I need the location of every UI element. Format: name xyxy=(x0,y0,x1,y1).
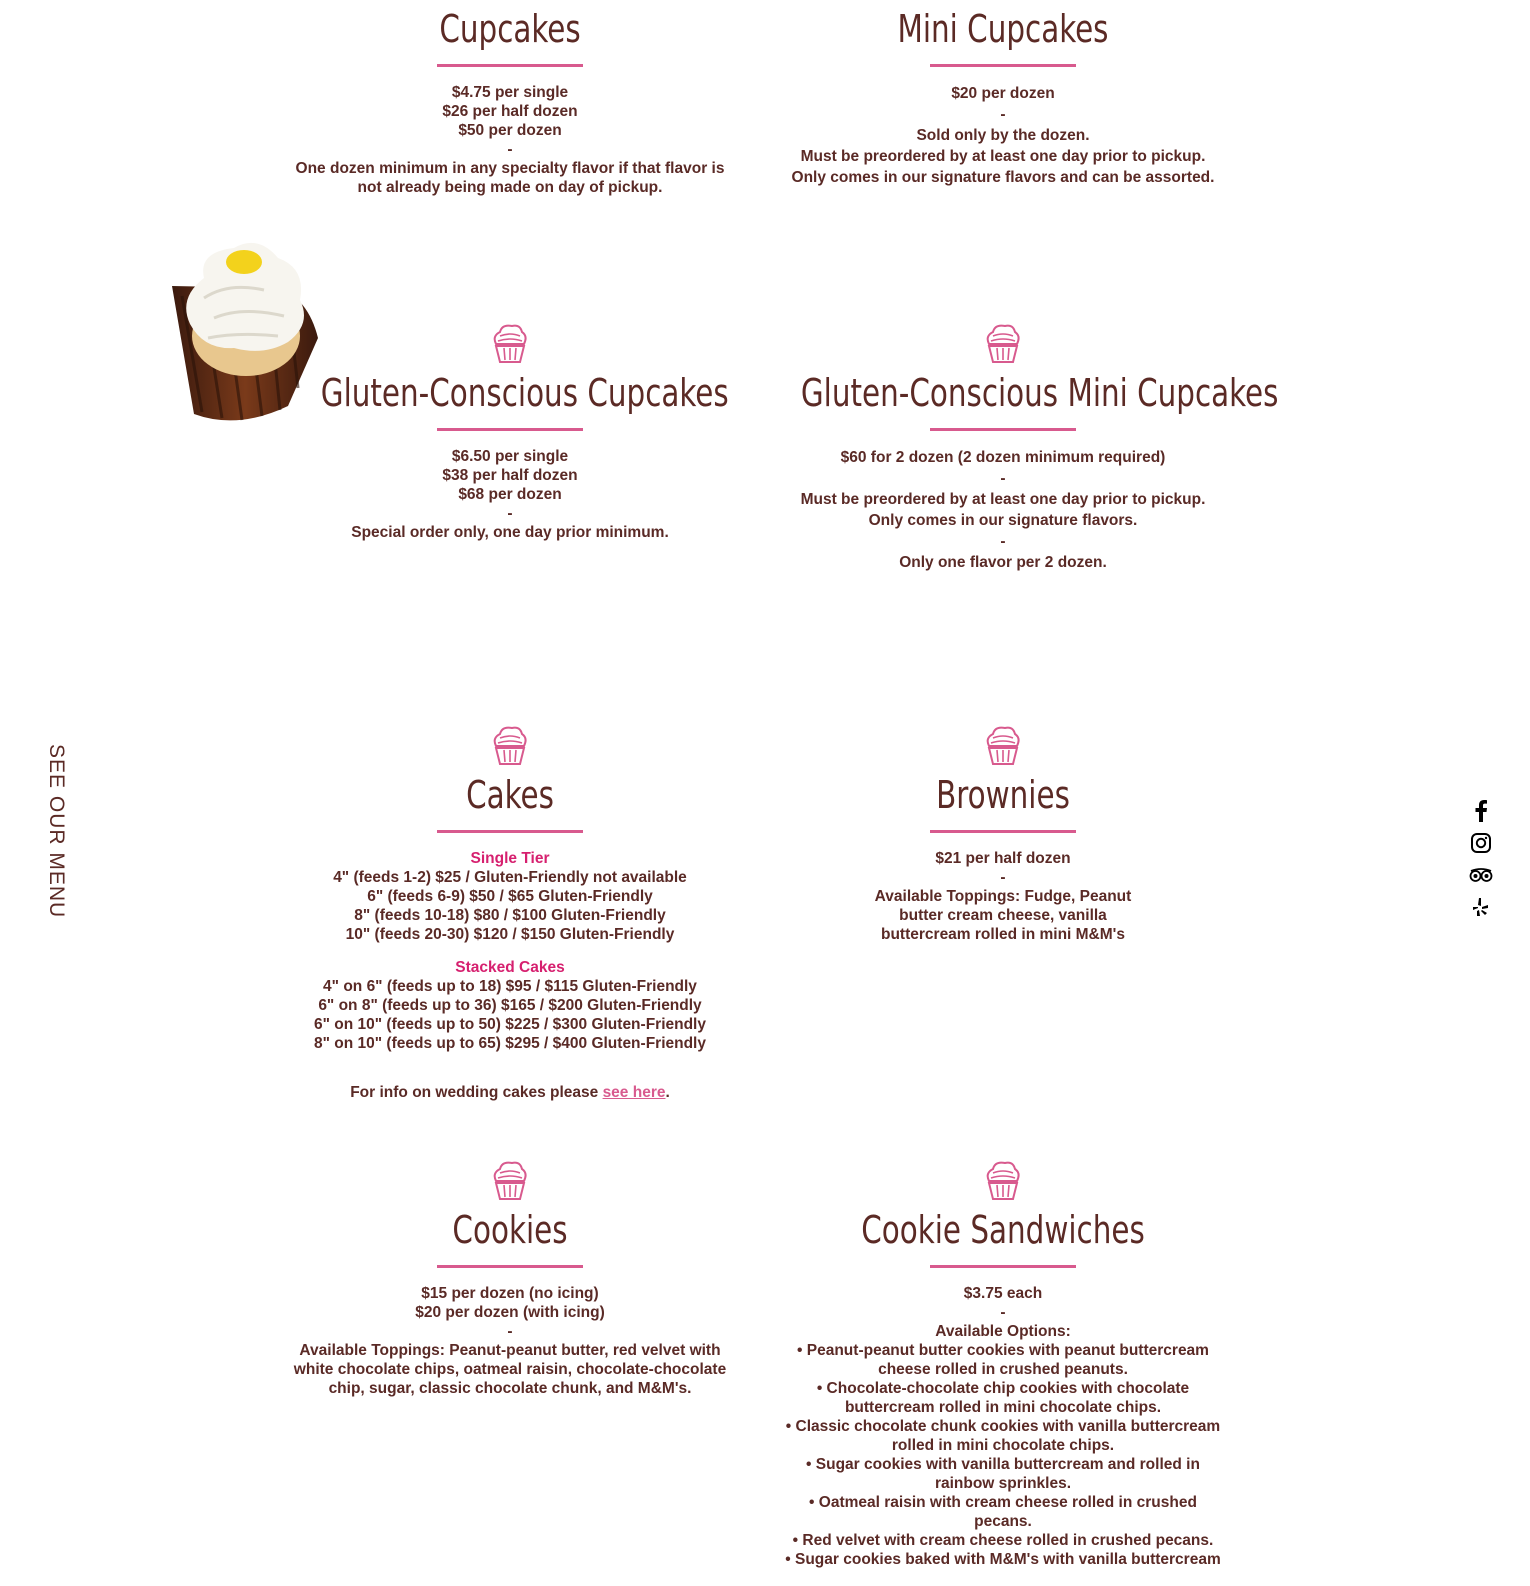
section-cakes xyxy=(290,724,730,1102)
separator-dash: - xyxy=(1000,106,1006,123)
note-line: Only one flavor per 2 dozen. xyxy=(899,554,1107,571)
price-line: 6" on 8" (feeds up to 36) $165 / $200 Gluten-Friendly xyxy=(318,997,702,1014)
see-our-menu-link[interactable]: SEE OUR MENU xyxy=(45,744,68,919)
section-title: Cakes xyxy=(466,773,554,817)
note-line: Sold only by the dozen. xyxy=(916,127,1090,144)
section-title: Gluten-Conscious Cupcakes xyxy=(320,371,729,415)
cupcake-icon xyxy=(983,1159,1023,1203)
yelp-icon[interactable] xyxy=(1468,894,1494,920)
price-line: $3.75 each xyxy=(963,1285,1043,1302)
title-divider xyxy=(437,830,583,833)
note-line: Must be preordered by at least one day prior to pickup. xyxy=(800,148,1206,165)
price-line: 4" on 6" (feeds up to 18) $95 / $115 Gluten-Friendly xyxy=(323,978,697,995)
cupcake-icon xyxy=(490,322,530,366)
toppings-line: Available Toppings: Peanut-peanut butter, red velvet with white chocolate chips, oatmeal raisin, chocolate-chocolate chip, sugar, classic chocolate chunk, and M&M's. xyxy=(293,1342,727,1397)
option-item: • Red velvet with cream cheese rolled in crushed pecans. xyxy=(792,1532,1214,1549)
separator-dash: - xyxy=(507,1323,513,1340)
single-tier-heading: Single Tier xyxy=(470,850,550,867)
price-line: 10" (feeds 20-30) $120 / $150 Gluten-Friendly xyxy=(345,926,675,943)
price-line: $20 per dozen xyxy=(951,85,1055,102)
title-divider xyxy=(930,64,1076,67)
separator-dash: - xyxy=(507,141,513,158)
option-item: • Sugar cookies baked with M&M's with vanilla buttercream xyxy=(785,1551,1221,1568)
title-divider xyxy=(437,428,583,431)
section-brownies xyxy=(768,724,1238,944)
price-line: $4.75 per single xyxy=(451,84,569,101)
stacked-cakes-heading: Stacked Cakes xyxy=(455,959,565,976)
title-divider xyxy=(930,1265,1076,1268)
option-item: • Oatmeal raisin with cream cheese rolled in crushed pecans. xyxy=(809,1494,1197,1530)
note-line: Special order only, one day prior minimum. xyxy=(351,524,669,541)
section-cookie-sandwiches xyxy=(768,1159,1238,1569)
wedding-info xyxy=(290,1083,730,1102)
price-line: 6" on 10" (feeds up to 50) $225 / $300 Gluten-Friendly xyxy=(314,1016,706,1033)
separator-dash: - xyxy=(1000,533,1006,550)
section-cookies xyxy=(290,1159,730,1398)
instagram-icon[interactable] xyxy=(1468,830,1494,856)
section-title: Cookie Sandwiches xyxy=(861,1208,1145,1252)
price-line: $15 per dozen (no icing) xyxy=(421,1285,599,1302)
options-heading: Available Options: xyxy=(935,1323,1071,1340)
price-line: 8" on 10" (feeds up to 65) $295 / $400 Gluten-Friendly xyxy=(314,1035,706,1052)
cupcake-icon xyxy=(983,322,1023,366)
cupcake-icon xyxy=(490,1159,530,1203)
section-mini-cupcakes xyxy=(768,8,1238,188)
note-line: Must be preordered by at least one day prior to pickup. xyxy=(800,491,1206,508)
separator-dash: - xyxy=(1000,470,1006,487)
price-line: 6" (feeds 6-9) $50 / $65 Gluten-Friendly xyxy=(367,888,653,905)
price-line: $68 per dozen xyxy=(458,486,562,503)
cupcake-icon xyxy=(983,724,1023,768)
title-divider xyxy=(437,1265,583,1268)
option-item: • Chocolate-chocolate chip cookies with chocolate buttercream rolled in mini chocolate chips. xyxy=(816,1380,1190,1416)
price-line: $38 per half dozen xyxy=(442,467,578,484)
section-title: Cookies xyxy=(452,1208,568,1252)
separator-dash: - xyxy=(1000,869,1006,886)
price-line: 8" (feeds 10-18) $80 / $100 Gluten-Friendly xyxy=(354,907,666,924)
price-line: $26 per half dozen xyxy=(442,103,578,120)
option-item: • Classic chocolate chunk cookies with vanilla buttercream rolled in mini chocolate chips. xyxy=(785,1418,1221,1454)
toppings-line: Available Toppings: Fudge, Peanut butter cream cheese, vanilla buttercream rolled in mini M&M's xyxy=(874,888,1132,943)
facebook-icon[interactable] xyxy=(1468,798,1494,824)
note-line: Only comes in our signature flavors. xyxy=(868,512,1138,529)
note-line: One dozen minimum in any specialty flavor if that flavor is not already being made on day of pickup. xyxy=(295,160,725,196)
price-line: $6.50 per single xyxy=(451,448,569,465)
section-gluten-conscious-cupcakes xyxy=(290,322,730,542)
section-gluten-conscious-mini-cupcakes xyxy=(768,322,1279,573)
separator-dash: - xyxy=(1000,1304,1006,1321)
option-item: • Sugar cookies with vanilla buttercream and rolled in rainbow sprinkles. xyxy=(806,1456,1200,1492)
note-line: Only comes in our signature flavors and can be assorted. xyxy=(791,169,1215,186)
section-title: Cupcakes xyxy=(439,7,581,51)
tripadvisor-icon[interactable] xyxy=(1468,862,1494,888)
see-here-link[interactable]: see here xyxy=(602,1084,666,1101)
option-item: • Peanut-peanut butter cookies with peanut buttercream cheese rolled in crushed peanuts. xyxy=(797,1342,1209,1378)
cupcake-icon xyxy=(490,724,530,768)
price-line: $20 per dozen (with icing) xyxy=(415,1304,605,1321)
wedding-info-text: For info on wedding cakes please xyxy=(350,1084,603,1101)
section-title: Gluten-Conscious Mini Cupcakes xyxy=(800,371,1279,415)
title-divider xyxy=(930,428,1076,431)
title-divider xyxy=(437,64,583,67)
wedding-info-end: . xyxy=(665,1084,670,1101)
title-divider xyxy=(930,830,1076,833)
section-title: Brownies xyxy=(936,773,1070,817)
price-line: $60 for 2 dozen (2 dozen minimum required) xyxy=(840,449,1166,466)
section-title: Mini Cupcakes xyxy=(897,7,1109,51)
separator-dash: - xyxy=(507,505,513,522)
section-cupcakes xyxy=(290,8,730,197)
price-line: 4" (feeds 1-2) $25 / Gluten-Friendly not available xyxy=(333,869,687,886)
price-line: $21 per half dozen xyxy=(935,850,1071,867)
price-line: $50 per dozen xyxy=(458,122,562,139)
